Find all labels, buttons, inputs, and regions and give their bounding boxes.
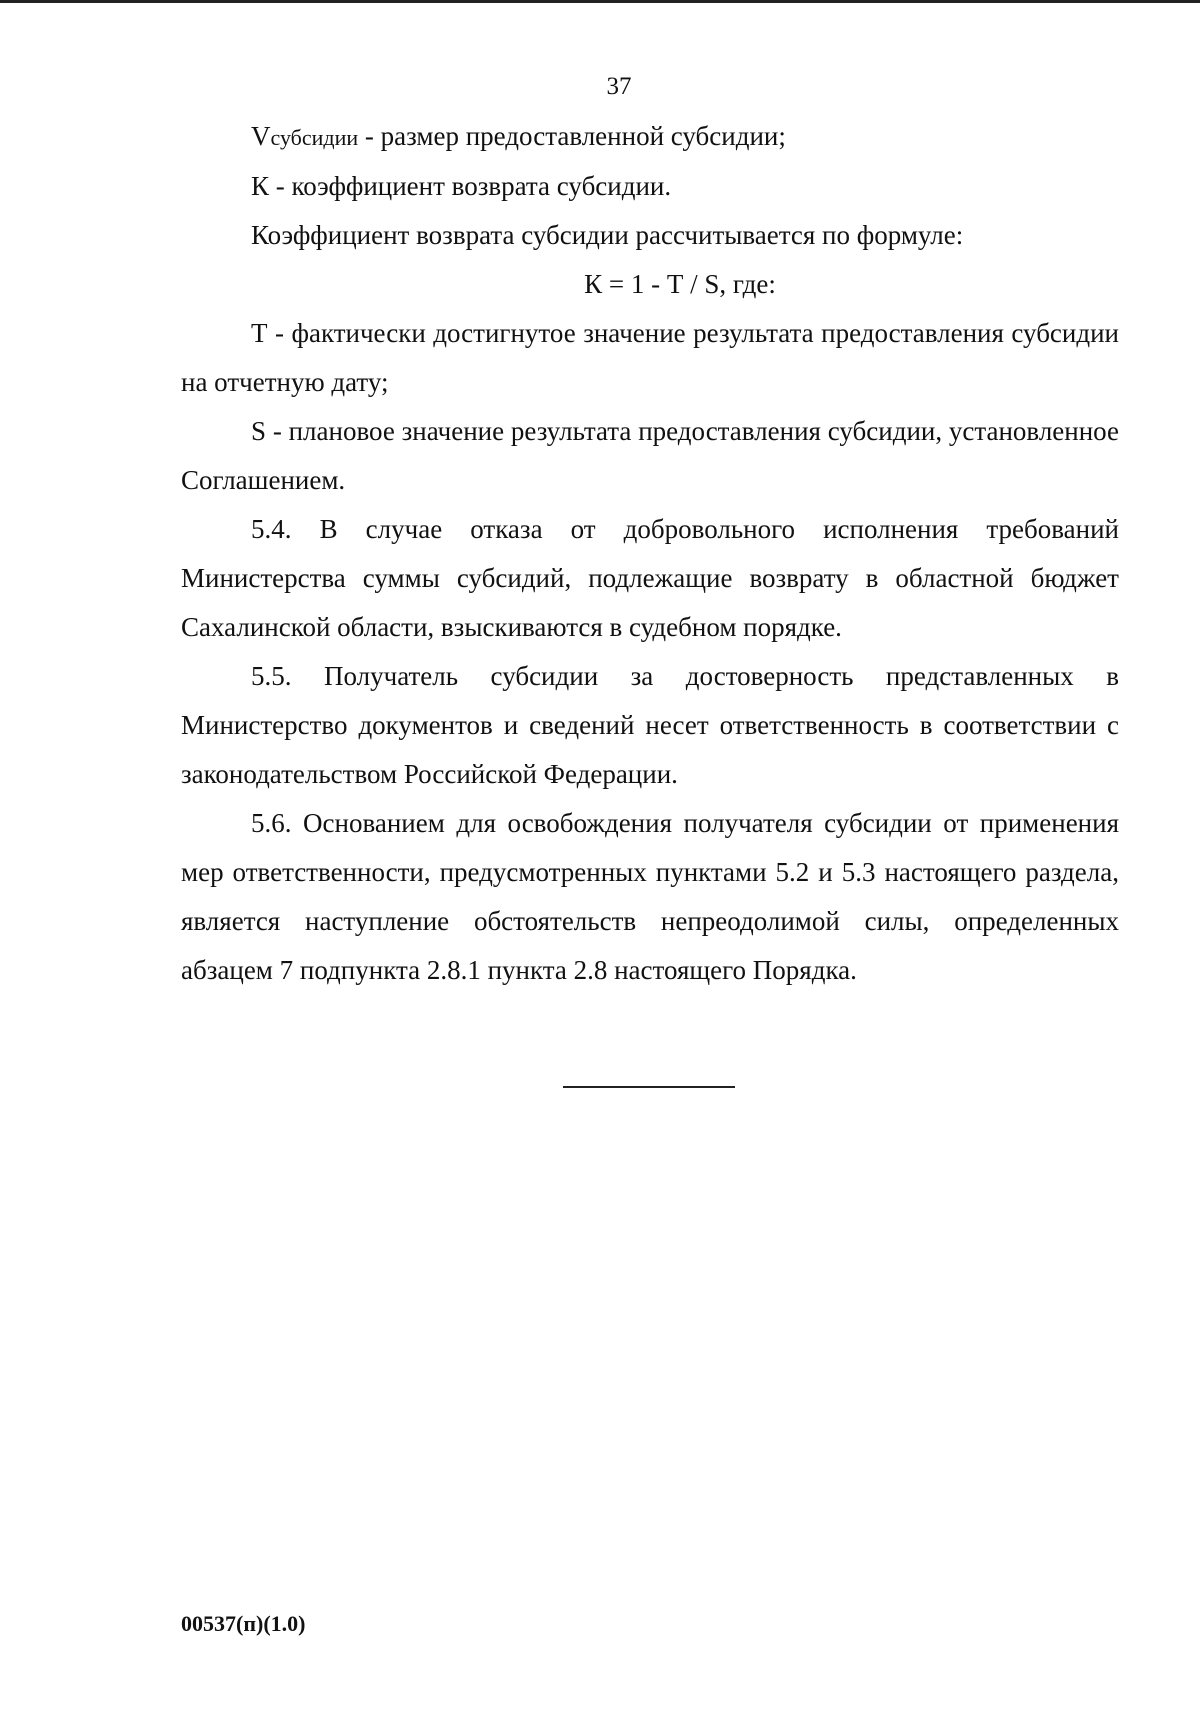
document-code: 00537(п)(1.0) bbox=[181, 1611, 306, 1636]
formula: К = 1 - Т / S, где: bbox=[584, 269, 776, 299]
paragraph-t-definition: Т - фактически достигнутое значение результата предоставления субсидии на отчетную дату; bbox=[181, 318, 1119, 397]
end-of-text-rule bbox=[563, 1086, 735, 1088]
page-top-edge bbox=[0, 0, 1200, 3]
variable-v: V bbox=[251, 121, 271, 151]
paragraph-k-definition: К - коэффициент возврата субсидии. bbox=[251, 171, 672, 201]
paragraph-v-definition bbox=[181, 112, 1119, 162]
variable-v-description: - размер предоставленной субсидии; bbox=[358, 121, 786, 151]
paragraph-formula-intro: Коэффициент возврата субсидии рассчитывается по формуле: bbox=[251, 220, 964, 250]
variable-v-subscript: субсидии bbox=[270, 125, 359, 150]
document-body bbox=[181, 112, 1119, 995]
paragraph-5-4: 5.4. В случае отказа от добровольного исполнения требований Министерства суммы субсидий, подлежащие возврату в областной бюджет Сахалинской области, взыскиваются в судебном порядке. bbox=[181, 514, 1119, 642]
paragraph-s-definition: S - плановое значение результата предоставления субсидии, установленное Соглашением. bbox=[181, 416, 1119, 495]
paragraph-5-6: 5.6. Основанием для освобождения получателя субсидии от применения мер ответственности, предусмотренных пунктами 5.2 и 5.3 настоящего раздела, является наступление обстоятельств непреодолимой силы, определенных абзацем 7 подпункта 2.8.1 пункта 2.8 настоящего Порядка. bbox=[181, 808, 1119, 985]
page-number: 37 bbox=[606, 73, 632, 100]
paragraph-5-5: 5.5. Получатель субсидии за достоверность представленных в Министерство документов и сведений несет ответственность в соответствии с законодательством Российской Федерации. bbox=[181, 661, 1119, 789]
